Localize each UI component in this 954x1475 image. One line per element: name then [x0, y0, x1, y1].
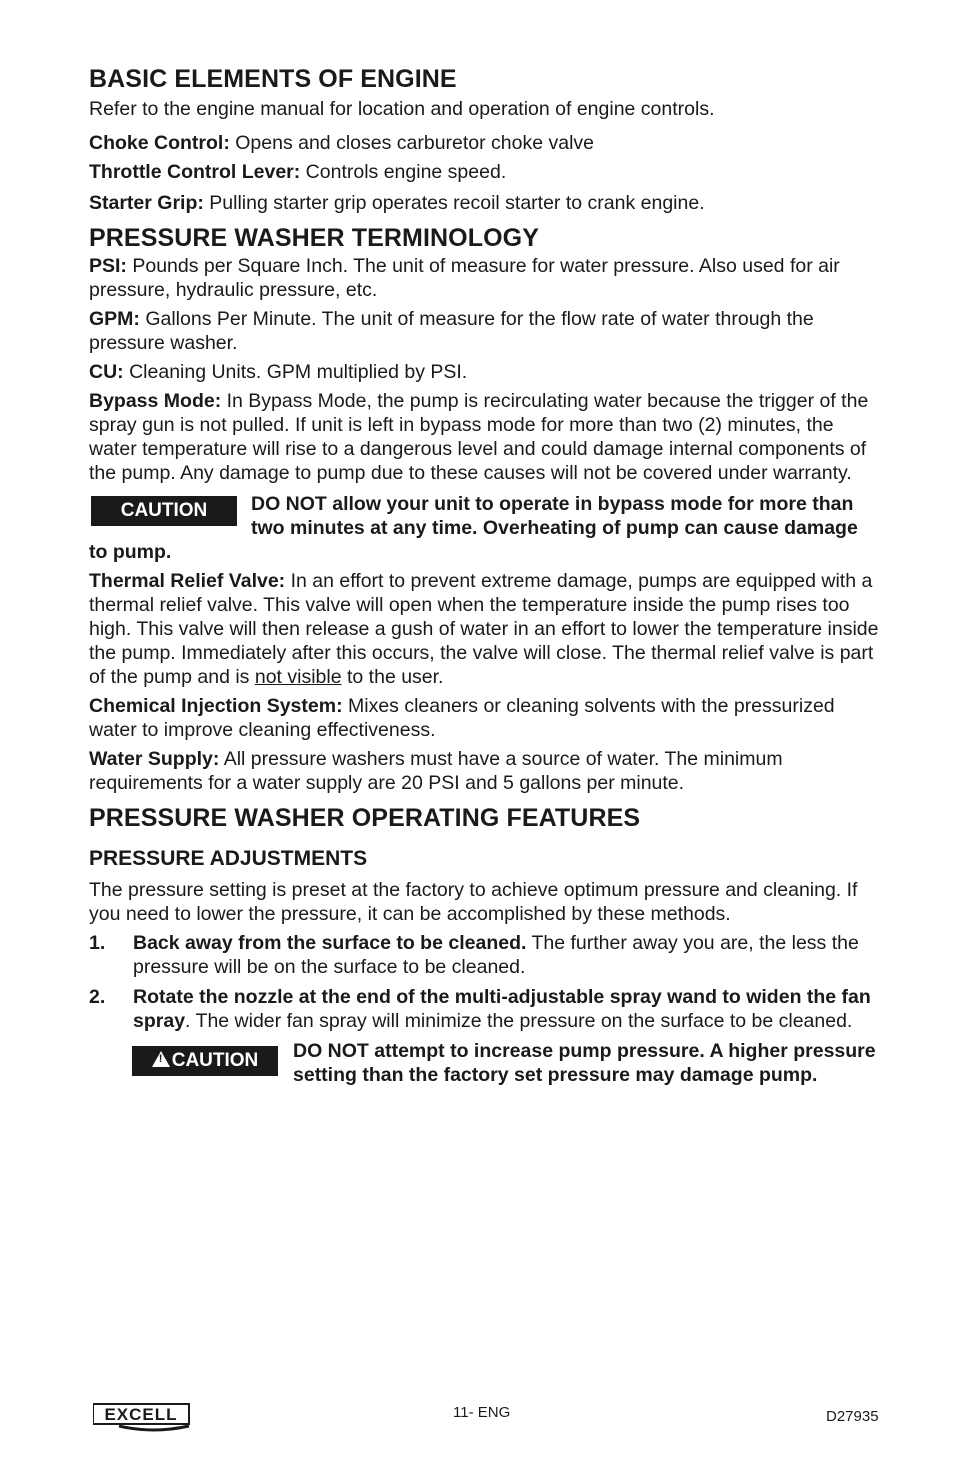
section-title-terminology: PRESSURE WASHER TERMINOLOGY	[89, 224, 539, 252]
choke-control-desc: Opens and closes carburetor choke valve	[229, 132, 595, 154]
warning-triangle-icon	[152, 1051, 170, 1067]
pressure-intro: The pressure setting is preset at the factory to achieve optimum pressure and cleaning. If you need to lower the pressure, it can be accomplished by these methods.	[89, 879, 858, 925]
pressure-caution-text: DO NOT attempt to increase pump pressure. A higher pressure setting than the factory set pressure may damage pump.	[293, 1040, 876, 1086]
choke-control-term: Choke Control:	[89, 132, 230, 154]
step-bold-text: Back away from the surface to be cleaned.	[133, 932, 527, 954]
caution-label: CAUTION	[171, 1050, 259, 1071]
subsection-title-pressure-adjustments: PRESSURE ADJUSTMENTS	[89, 847, 368, 870]
cu-term: CU:	[89, 361, 124, 383]
thermal-relief-end: to the user.	[341, 666, 444, 688]
psi-term: PSI:	[89, 255, 127, 277]
throttle-lever-term: Throttle Control Lever:	[89, 161, 301, 183]
list-item	[89, 931, 879, 979]
starter-grip-term: Starter Grip:	[89, 192, 204, 214]
excell-logo	[93, 1402, 193, 1434]
bypass-term: Bypass Mode:	[89, 390, 222, 412]
bypass-item	[89, 389, 879, 485]
section-title-operating-features: PRESSURE WASHER OPERATING FEATURES	[89, 804, 641, 832]
chemical-injection-desc: Mixes cleaners or cleaning solvents with the pressurized water to improve cleaning effectiveness.	[89, 695, 835, 741]
throttle-lever-item	[89, 160, 879, 184]
page-number: 11- ENG	[453, 1404, 511, 1421]
logo-wordmark: EXCELL	[104, 1405, 178, 1424]
caution-label-with-icon	[132, 1046, 278, 1076]
list-number: 2.	[89, 986, 106, 1008]
thermal-relief-desc: In an effort to prevent extreme damage, pumps are equipped with a thermal relief valve. This valve will open when the temperature inside the pump rises too high. This valve will then release a gush of water in an effort to lower the temperature inside the pump. Immediately after this occurs, the valve will close. The thermal relief valve is part of the pump and is	[89, 570, 879, 688]
basic-intro: Refer to the engine manual for location and operation of engine controls.	[89, 98, 715, 120]
cu-item	[89, 360, 879, 384]
water-supply-term: Water Supply:	[89, 748, 220, 770]
step-bold-text: Rotate the nozzle at the end of the multi-adjustable spray wand to widen the fan spray	[133, 986, 871, 1032]
starter-grip-desc: Pulling starter grip operates recoil starter to crank engine.	[203, 192, 705, 214]
step-text: . The wider fan spray will minimize the pressure on the surface to be cleaned.	[185, 1010, 853, 1032]
gpm-desc: Gallons Per Minute. The unit of measure for the flow rate of water through the pressure washer.	[89, 308, 814, 354]
chemical-injection-term: Chemical Injection System:	[89, 695, 343, 717]
manual-page	[89, 64, 879, 1117]
pressure-caution	[132, 1039, 879, 1117]
choke-control-item	[89, 131, 879, 155]
psi-item	[89, 254, 879, 302]
bypass-caution-text: DO NOT allow your unit to operate in bypass mode for more than two minutes at any time. Overheating of pump can cause damage to pump.	[89, 493, 858, 563]
throttle-lever-desc: Controls engine speed.	[300, 161, 507, 183]
not-visible-text: not visible	[254, 666, 342, 688]
step-text: The further away you are, the less the pressure will be on the surface to be cleaned.	[133, 932, 859, 978]
thermal-relief-item	[89, 569, 879, 689]
bypass-caution	[89, 492, 879, 564]
cu-desc: Cleaning Units. GPM multiplied by PSI.	[123, 361, 468, 383]
gpm-term: GPM:	[89, 308, 140, 330]
document-number: D27935	[826, 1408, 879, 1425]
gpm-item	[89, 307, 879, 355]
bypass-desc: In Bypass Mode, the pump is recirculating water because the trigger of the spray gun is not pulled. If unit is left in bypass mode for more than two (2) minutes, the water temperature will rise to a dangerous level and could damage internal components of the pump. Any damage to pump due to these causes will not be covered under warranty.	[89, 390, 869, 484]
list-item	[89, 985, 879, 1033]
chemical-injection-item	[89, 694, 879, 742]
caution-label: CAUTION	[91, 496, 237, 526]
section-title-basic-elements: BASIC ELEMENTS OF ENGINE	[89, 65, 457, 93]
list-number: 1.	[89, 932, 106, 954]
thermal-relief-term: Thermal Relief Valve:	[89, 570, 286, 592]
water-supply-desc: All pressure washers must have a source of water. The minimum requirements for a water supply are 20 PSI and 5 gallons per minute.	[89, 748, 783, 794]
starter-grip-item	[89, 191, 879, 215]
water-supply-item	[89, 747, 879, 795]
psi-desc: Pounds per Square Inch. The unit of measure for water pressure. Also used for air pressure, hydraulic pressure, etc.	[89, 255, 840, 301]
